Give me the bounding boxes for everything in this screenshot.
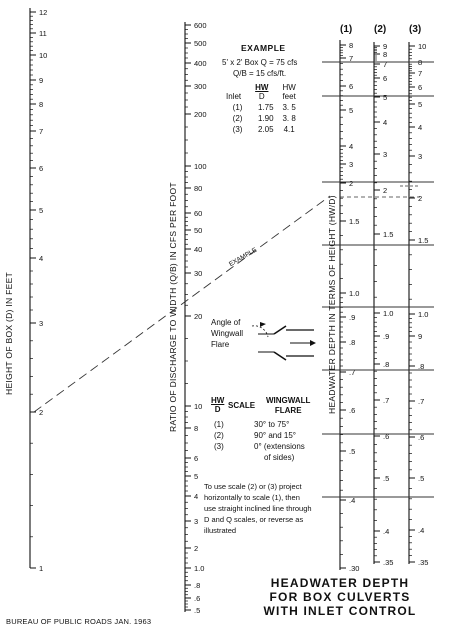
title-line: WITH INLET CONTROL bbox=[263, 604, 417, 618]
headwater-axis-label: HEADWATER DEPTH IN TERMS OF HEIGHT (HW/D) bbox=[327, 195, 337, 414]
scale-tick-label: 80 bbox=[194, 184, 203, 193]
wingwall-flare: of sides) bbox=[264, 453, 295, 462]
example-line bbox=[34, 196, 330, 412]
scale-tick-label: 400 bbox=[194, 59, 207, 68]
wingwall-hwd-header bbox=[211, 396, 224, 414]
scale-tick-label: 20 bbox=[194, 312, 203, 321]
scale-tick-label: 200 bbox=[194, 110, 207, 119]
scale-tick-label: 5 bbox=[349, 106, 354, 115]
scale-tick-label: 9 bbox=[418, 332, 423, 341]
example-col-inlet: Inlet bbox=[226, 92, 242, 101]
scale-tick-label: 300 bbox=[194, 82, 207, 91]
scale-tick-label: .4 bbox=[418, 526, 425, 535]
scale-tick-label: 8 bbox=[349, 41, 354, 50]
scale-tick-label: 8 bbox=[194, 424, 199, 433]
scale-tick-label: 10 bbox=[418, 42, 427, 51]
example-row bbox=[226, 102, 302, 113]
scale-tick-label: 1.0 bbox=[418, 310, 429, 319]
scale-tick-label: .8 bbox=[349, 338, 356, 347]
scale-tick-label: 6 bbox=[39, 164, 44, 173]
wingwall-row bbox=[214, 430, 311, 441]
example-col-hw-bot: feet bbox=[282, 92, 296, 101]
scale-tick-label: .6 bbox=[383, 432, 390, 441]
example-hwd: 2.05 bbox=[258, 125, 274, 134]
example-ratio: Q/B = 15 cfs/ft. bbox=[233, 69, 287, 78]
headwater-scale-3 bbox=[409, 42, 428, 567]
scale-tick-label: .35 bbox=[418, 558, 429, 567]
scale-tick-label: .30 bbox=[349, 564, 360, 573]
footer-credit: BUREAU OF PUBLIC ROADS JAN. 1963 bbox=[6, 617, 152, 626]
scale-tick-label: .9 bbox=[383, 332, 390, 341]
example-inlet: (3) bbox=[232, 125, 243, 134]
scale-tick-label: .5 bbox=[418, 474, 425, 483]
scale-tick-label: 10 bbox=[39, 51, 48, 60]
scale-tick-label: .9 bbox=[349, 313, 356, 322]
wingwall-scale-header: SCALE bbox=[228, 401, 256, 410]
wingwall-scale: (2) bbox=[214, 431, 224, 440]
scale-tick-label: .8 bbox=[383, 360, 390, 369]
scale-tick-label: 8 bbox=[39, 100, 44, 109]
scale-tick-label: 60 bbox=[194, 209, 203, 218]
flare-word: FLARE bbox=[274, 406, 302, 415]
scale-tick-label: 500 bbox=[194, 39, 207, 48]
example-hw: 3. 5 bbox=[282, 103, 296, 112]
wingwall-scale bbox=[214, 452, 254, 463]
scale-tick-label: 3 bbox=[349, 160, 354, 169]
example-row bbox=[226, 113, 302, 124]
scale-tick-label: 2 bbox=[194, 544, 199, 553]
scale-tick-label: .6 bbox=[418, 433, 425, 442]
wingwall-d: D bbox=[214, 405, 221, 414]
scale-tick-label: 8 bbox=[418, 58, 423, 67]
scale-tick-label: .5 bbox=[383, 474, 390, 483]
scale-tick-label: 3 bbox=[418, 152, 423, 161]
note-line: D and Q scales, or reverse as bbox=[204, 515, 304, 524]
scale-tick-label: 9 bbox=[39, 76, 44, 85]
angle-label-line: Angle of bbox=[211, 318, 241, 327]
scale-tick-label: .6 bbox=[349, 406, 356, 415]
scale-tick-label: 6 bbox=[194, 454, 199, 463]
discharge-ratio-axis-label: RATIO OF DISCHARGE TO WIDTH (Q/B) IN CFS PER FOOT bbox=[168, 182, 178, 432]
scale-tick-label: 40 bbox=[194, 245, 203, 254]
example-box-size: 5' x 2' Box Q = 75 cfs bbox=[222, 58, 298, 67]
wingwall-scale: (1) bbox=[214, 420, 224, 429]
scale-tick-label: .7 bbox=[418, 397, 425, 406]
scale-tick-label: .4 bbox=[383, 527, 390, 536]
scale-tick-label: 4 bbox=[194, 492, 199, 501]
scale-tick-label: 5 bbox=[383, 93, 388, 102]
scale-tick-label: .7 bbox=[383, 396, 390, 405]
scale-tick-label: 1.5 bbox=[383, 230, 394, 239]
wingwall-flare: 0° (extensions bbox=[254, 442, 305, 451]
scale-tick-label: 4 bbox=[383, 118, 388, 127]
scale-tick-label: 6 bbox=[349, 82, 354, 91]
scale-tick-label: 100 bbox=[194, 162, 207, 171]
wingwall-plan-icon bbox=[252, 322, 316, 360]
example-hwd: 1.75 bbox=[258, 103, 274, 112]
wingwall-flare: 90° and 15° bbox=[254, 431, 296, 440]
wingwall-row bbox=[214, 441, 311, 452]
scale-1-header: (1) bbox=[340, 24, 353, 35]
scale-tick-label: 2 bbox=[383, 186, 388, 195]
scale-tick-label: 600 bbox=[194, 21, 207, 30]
scale-tick-label: 1.5 bbox=[349, 217, 360, 226]
scale-tick-label: 7 bbox=[383, 60, 388, 69]
box-height-scale bbox=[30, 8, 47, 573]
scale-tick-label: 10 bbox=[194, 402, 203, 411]
example-hwd: 1.90 bbox=[258, 114, 274, 123]
scale-tick-label: .7 bbox=[349, 368, 356, 377]
example-hw: 3. 8 bbox=[282, 114, 296, 123]
angle-label-line: Wingwall bbox=[211, 329, 244, 338]
scale-tick-label: 11 bbox=[39, 29, 47, 38]
scale-tick-label: 9 bbox=[383, 42, 388, 51]
example-hw: 4.1 bbox=[283, 125, 295, 134]
scale-tick-label: .5 bbox=[194, 606, 201, 615]
wingwall-scale: (3) bbox=[214, 442, 224, 451]
example-col-hwd-bot: D bbox=[258, 92, 265, 101]
wingwall-row bbox=[214, 452, 311, 463]
scale-tick-label: 4 bbox=[418, 123, 423, 132]
scale-tick-label: 7 bbox=[39, 127, 44, 136]
scale-tick-label: 1.0 bbox=[383, 309, 394, 318]
example-row bbox=[226, 124, 302, 135]
headwater-scale-2 bbox=[374, 42, 393, 567]
wingwall-hw: HW bbox=[211, 396, 225, 405]
headwater-scale-1 bbox=[340, 40, 359, 573]
usage-note bbox=[204, 481, 312, 536]
title-line: FOR BOX CULVERTS bbox=[269, 590, 411, 604]
scale-tick-label: 50 bbox=[194, 226, 203, 235]
wingwall-table bbox=[214, 419, 311, 463]
example-col-hwd-top: HW bbox=[255, 83, 269, 92]
wingwall-flare-header bbox=[266, 396, 310, 416]
scale-tick-label: 6 bbox=[418, 83, 423, 92]
scale-tick-label: 5 bbox=[194, 472, 199, 481]
scale-tick-label: 2 bbox=[39, 408, 44, 417]
scale-tick-label: 7 bbox=[349, 54, 354, 63]
wingwall-word: WINGWALL bbox=[266, 396, 311, 405]
box-height-axis-label: HEIGHT OF BOX (D) IN FEET bbox=[4, 271, 14, 395]
scale-tick-label: 3 bbox=[194, 517, 199, 526]
scale-tick-label: 1.5 bbox=[418, 236, 429, 245]
example-inlet: (2) bbox=[232, 114, 243, 123]
example-title: EXAMPLE bbox=[241, 43, 286, 53]
scale-tick-label: 2 bbox=[349, 179, 354, 188]
wingwall-angle-label bbox=[211, 317, 243, 350]
scale-3-header: (3) bbox=[409, 24, 422, 35]
example-line-label: EXAMPLE bbox=[228, 246, 259, 269]
angle-label-line: Flare bbox=[211, 340, 230, 349]
scale-tick-label: 30 bbox=[194, 269, 203, 278]
scale-tick-label: 1.0 bbox=[194, 564, 205, 573]
note-line: To use scale (2) or (3) project bbox=[204, 482, 302, 491]
scale-tick-label: .5 bbox=[349, 447, 356, 456]
page-title bbox=[262, 576, 418, 618]
scale-tick-label: .6 bbox=[194, 594, 201, 603]
note-line: horizontally to scale (1), then bbox=[204, 493, 300, 502]
scale-tick-label: 8 bbox=[383, 50, 388, 59]
scale-tick-label: 1 bbox=[39, 564, 44, 573]
wingwall-row bbox=[214, 419, 311, 430]
scale-tick-label: 3 bbox=[39, 319, 44, 328]
example-table bbox=[226, 83, 302, 135]
scale-tick-label: .35 bbox=[383, 558, 394, 567]
scale-tick-label: .8 bbox=[194, 581, 201, 590]
scale-tick-label: 12 bbox=[39, 8, 48, 17]
wingwall-flare: 30° to 75° bbox=[254, 420, 290, 429]
scale-tick-label: 2 bbox=[418, 194, 423, 203]
scale-tick-label: 7 bbox=[418, 69, 423, 78]
title-line: HEADWATER DEPTH bbox=[270, 576, 410, 590]
note-line: use straight inclined line through bbox=[204, 504, 312, 513]
scale-tick-label: 5 bbox=[418, 100, 423, 109]
scale-tick-label: 5 bbox=[39, 206, 44, 215]
note-line: illustrated bbox=[204, 526, 237, 535]
example-inlet: (1) bbox=[232, 103, 243, 112]
scale-tick-label: .4 bbox=[349, 496, 356, 505]
example-col-hw-top: HW bbox=[282, 83, 296, 92]
scale-tick-label: 4 bbox=[349, 142, 354, 151]
scale-tick-label: 6 bbox=[383, 74, 388, 83]
scale-tick-label: 4 bbox=[39, 254, 44, 263]
scale-tick-label: 3 bbox=[383, 150, 388, 159]
scale-tick-label: 1.0 bbox=[349, 289, 360, 298]
scale-2-header: (2) bbox=[374, 24, 387, 35]
scale-tick-label: .8 bbox=[418, 362, 425, 371]
